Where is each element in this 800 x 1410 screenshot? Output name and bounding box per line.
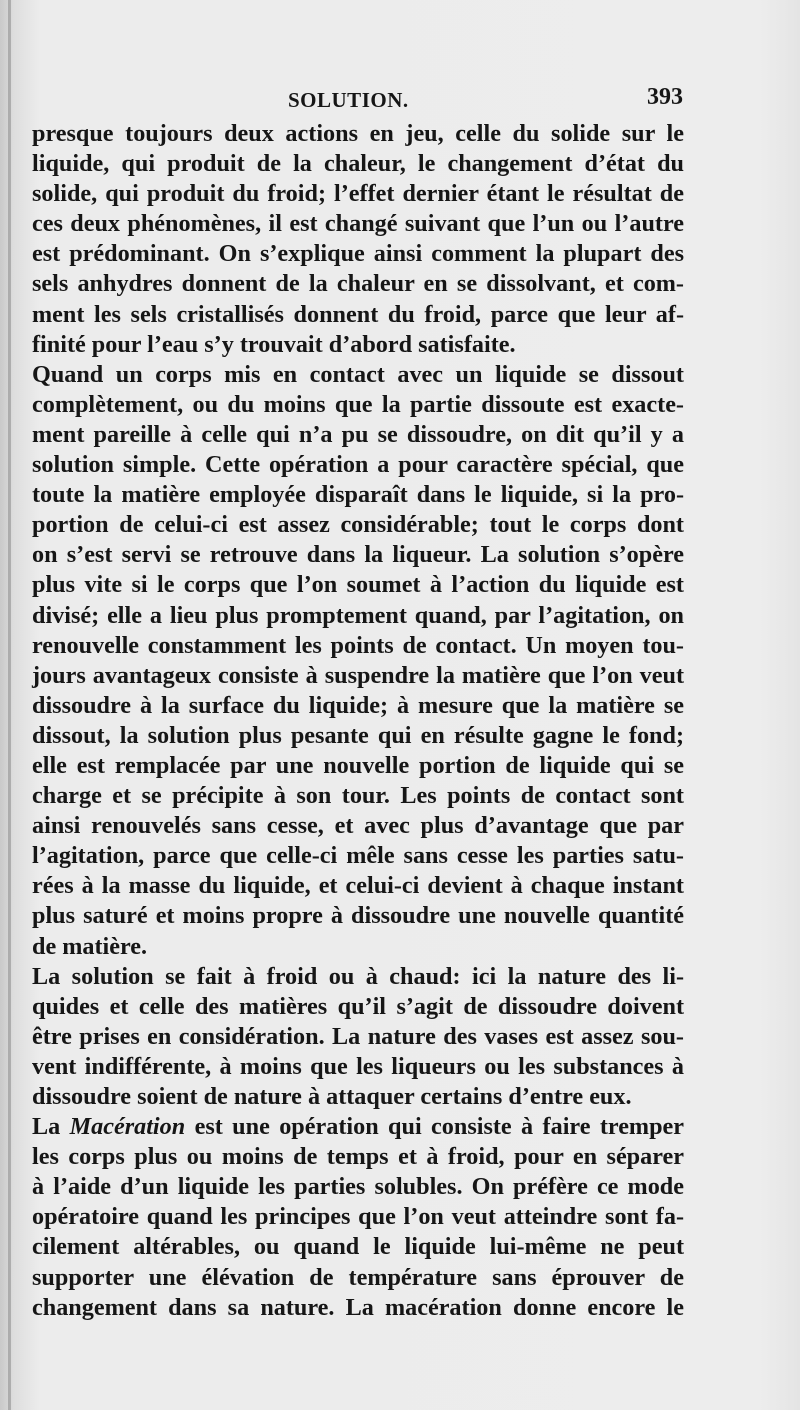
text-line: ainsi renouvelés sans cesse, et avec plus d’avantage que par	[32, 812, 684, 840]
text-line: on s’est servi se retrouve dans la liqueur. La solution s’opère	[32, 541, 684, 569]
paragraph-3	[32, 962, 684, 1112]
text-line: quides et celle des matières qu’il s’agit de dissoudre doivent	[32, 992, 684, 1020]
text-line: vent indifférente, à moins que les liqueurs ou les substances à	[32, 1052, 684, 1080]
text-line: presque toujours deux actions en jeu, celle du solide sur le	[32, 120, 684, 147]
paragraph-1	[32, 119, 684, 360]
text-line: liquide, qui produit de la chaleur, le changement d’état du	[32, 150, 684, 178]
text-line: changement dans sa nature. La macération donne encore le	[32, 1293, 684, 1321]
text-line: toute la matière employée disparaît dans le liquide, si la pro-	[32, 481, 684, 509]
text-line: finité pour l’eau s’y trouvait d’abord satisfaite.	[32, 330, 516, 358]
text-line: plus vite si le corps que l’on soumet à l’action du liquide est	[32, 571, 684, 599]
text-line: être prises en considération. La nature des vases est assez sou-	[32, 1022, 684, 1050]
text-line: solide, qui produit du froid; l’effet dernier étant le résultat de	[32, 180, 684, 208]
text-line: sels anhydres donnent de la chaleur en se dissolvant, et com-	[32, 270, 684, 298]
text-line-with-term	[32, 1112, 684, 1142]
text-line: elle est remplacée par une nouvelle portion de liquide qui se	[32, 751, 684, 779]
running-title: SOLUTION.	[288, 88, 409, 112]
text-line: supporter une élévation de température sans éprouver de	[32, 1263, 684, 1291]
text-line: complètement, ou du moins que la partie dissoute est exacte-	[32, 390, 684, 418]
text-line: l’agitation, parce que celle-ci mêle sans cesse les parties satu-	[32, 842, 684, 870]
line-suffix: est une opération qui consiste à faire tremper	[185, 1113, 684, 1141]
text-line: dissoudre à la surface du liquide; à mesure que la matière se	[32, 691, 684, 719]
text-line: cilement altérables, ou quand le liquide lui-même ne peut	[32, 1233, 684, 1261]
text-line: de matière.	[32, 932, 148, 960]
text-line: divisé; elle a lieu plus promptement quand, par l’agitation, on	[32, 601, 684, 629]
text-line: solution simple. Cette opération a pour caractère spécial, que	[32, 451, 684, 479]
text-line: charge et se précipite à son tour. Les points de contact sont	[32, 782, 684, 810]
italic-term: Macération	[69, 1113, 186, 1141]
text-line: portion de celui-ci est assez considérable; tout le corps dont	[32, 511, 684, 539]
text-line: ces deux phénomènes, il est changé suivant que l’un ou l’autre	[32, 210, 684, 238]
line-prefix: La	[32, 1113, 70, 1141]
text-line: La solution se fait à froid ou à chaud: ici la nature des li-	[32, 962, 684, 990]
text-line: ment pareille à celle qui n’a pu se dissoudre, on dit qu’il y a	[32, 420, 684, 448]
text-line: est prédominant. On s’explique ainsi comment la plupart des	[32, 240, 684, 268]
text-line: opératoire quand les principes que l’on veut atteindre sont fa-	[32, 1203, 684, 1231]
text-line: plus saturé et moins propre à dissoudre une nouvelle quantité	[32, 902, 684, 930]
text-line: renouvelle constamment les points de contact. Un moyen tou-	[32, 631, 684, 659]
paragraph-2	[32, 360, 684, 962]
text-line: jours avantageux consiste à suspendre la matière que l’on veut	[32, 661, 684, 689]
text-line: à l’aide d’un liquide les parties solubles. On préfère ce mode	[32, 1173, 684, 1201]
page-spine-shadow	[8, 0, 11, 1410]
page-header	[30, 84, 685, 114]
text-line: ment les sels cristallisés donnent du froid, parce que leur af-	[32, 300, 684, 328]
page-number: 393	[647, 84, 683, 110]
text-line: dissout, la solution plus pesante qui en résulte gagne le fond;	[32, 721, 684, 749]
text-line: les corps plus ou moins de temps et à froid, pour en séparer	[32, 1143, 684, 1171]
text-line: rées à la masse du liquide, et celui-ci devient à chaque instant	[32, 872, 684, 900]
body-text	[32, 119, 684, 1323]
text-line: dissoudre soient de nature à attaquer certains d’entre eux.	[32, 1083, 632, 1110]
text-line: Quand un corps mis en contact avec un liquide se dissout	[32, 360, 684, 388]
paragraph-4	[32, 1112, 684, 1323]
